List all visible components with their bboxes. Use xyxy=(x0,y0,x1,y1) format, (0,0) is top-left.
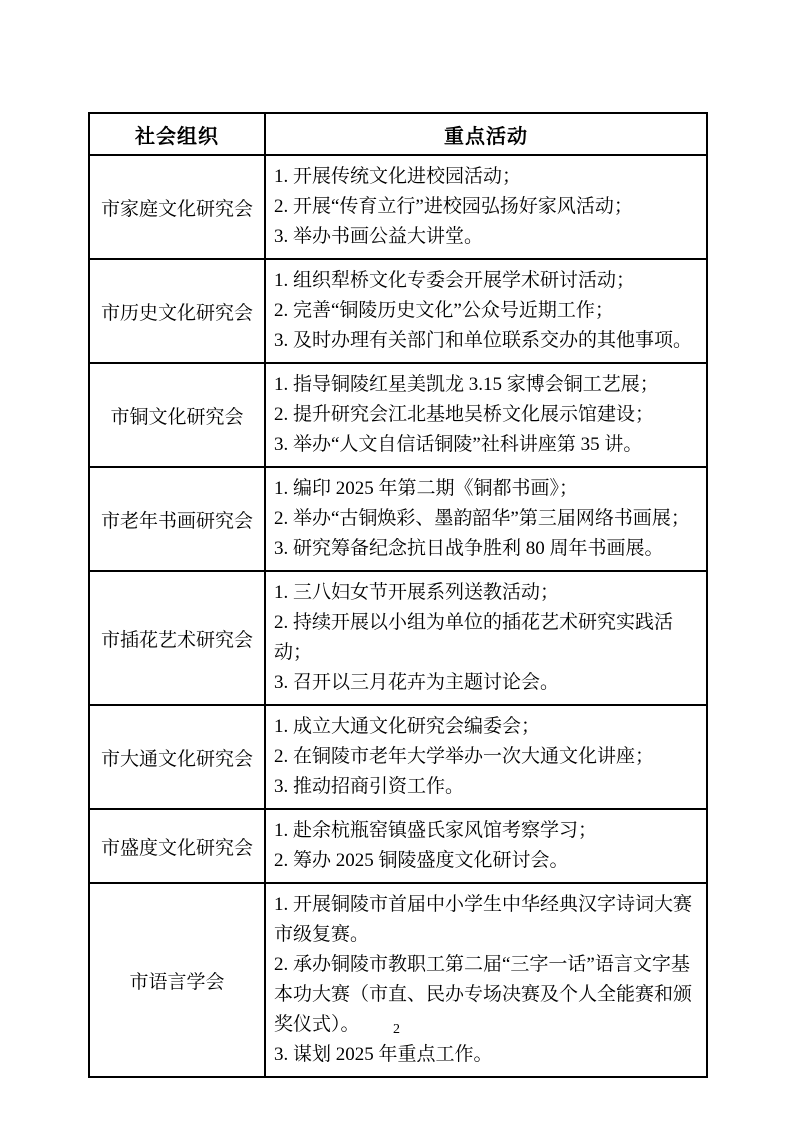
activity-item: 1. 组织犁桥文化专委会开展学术研讨活动； xyxy=(274,270,636,291)
organization-name: 市铜文化研究会 xyxy=(89,363,265,467)
activities-cell xyxy=(265,259,707,363)
column-header-activities: 重点活动 xyxy=(265,113,707,155)
activity-item: 2. 承办铜陵市教职工第二届“三字一话”语言文字基本功大赛（市直、民办专场决赛及个人全能赛和颁奖仪式）。 xyxy=(274,954,693,1035)
activity-item: 1. 开展铜陵市首届中小学生中华经典汉字诗词大赛市级复赛。 xyxy=(274,894,693,945)
activity-item: 1. 指导铜陵红星美凯龙 3.15 家博会铜工艺展； xyxy=(274,374,659,395)
table-row xyxy=(89,883,707,1077)
activities-cell xyxy=(265,705,707,809)
activity-item: 3. 召开以三月花卉为主题讨论会。 xyxy=(274,672,560,693)
organization-name: 市老年书画研究会 xyxy=(89,467,265,571)
activity-item: 3. 推动招商引资工作。 xyxy=(274,776,465,797)
activity-item: 1. 成立大通文化研究会编委会； xyxy=(274,716,541,737)
activities-cell xyxy=(265,809,707,883)
activity-item: 3. 研究筹备纪念抗日战争胜利 80 周年书画展。 xyxy=(274,538,664,559)
activity-item: 3. 谋划 2025 年重点工作。 xyxy=(274,1044,493,1065)
page-number: 2 xyxy=(393,1022,400,1037)
table-row xyxy=(89,259,707,363)
activities-cell xyxy=(265,571,707,705)
table-row xyxy=(89,155,707,259)
table-row xyxy=(89,467,707,571)
activity-item: 1. 赴余杭瓶窑镇盛氏家风馆考察学习； xyxy=(274,820,598,841)
activity-item: 3. 及时办理有关部门和单位联系交办的其他事项。 xyxy=(274,330,693,351)
activity-item: 3. 举办“人文自信话铜陵”社科讲座第 35 讲。 xyxy=(274,434,643,455)
activities-cell xyxy=(265,467,707,571)
table-row xyxy=(89,705,707,809)
activity-item: 2. 持续开展以小组为单位的插花艺术研究实践活动； xyxy=(274,612,674,663)
column-header-organization: 社会组织 xyxy=(89,113,265,155)
table-row xyxy=(89,809,707,883)
table-row xyxy=(89,571,707,705)
activity-item: 2. 提升研究会江北基地吴桥文化展示馆建设； xyxy=(274,404,655,425)
table-row xyxy=(89,363,707,467)
activities-cell xyxy=(265,883,707,1077)
activities-cell xyxy=(265,155,707,259)
organization-name: 市家庭文化研究会 xyxy=(89,155,265,259)
activities-cell xyxy=(265,363,707,467)
organization-name: 市历史文化研究会 xyxy=(89,259,265,363)
activity-item: 1. 三八妇女节开展系列送教活动； xyxy=(274,582,560,603)
activity-item: 2. 开展“传育立行”进校园弘扬好家风活动； xyxy=(274,196,633,217)
table-header-row xyxy=(89,113,707,155)
organization-name: 市大通文化研究会 xyxy=(89,705,265,809)
organization-name: 市盛度文化研究会 xyxy=(89,809,265,883)
organization-name: 市插花艺术研究会 xyxy=(89,571,265,705)
activity-item: 2. 完善“铜陵历史文化”公众号近期工作； xyxy=(274,300,614,321)
activity-item: 1. 编印 2025 年第二期《铜都书画》； xyxy=(274,478,579,499)
activity-item: 1. 开展传统文化进校园活动； xyxy=(274,166,522,187)
activity-item: 2. 在铜陵市老年大学举办一次大通文化讲座； xyxy=(274,746,655,767)
activity-item: 3. 举办书画公益大讲堂。 xyxy=(274,226,484,247)
organization-name: 市语言学会 xyxy=(89,883,265,1077)
activity-item: 2. 举办“古铜焕彩、墨韵韶华”第三届网络书画展； xyxy=(274,508,690,529)
organizations-activities-table xyxy=(88,112,708,1078)
activity-item: 2. 筹办 2025 铜陵盛度文化研讨会。 xyxy=(274,850,569,871)
